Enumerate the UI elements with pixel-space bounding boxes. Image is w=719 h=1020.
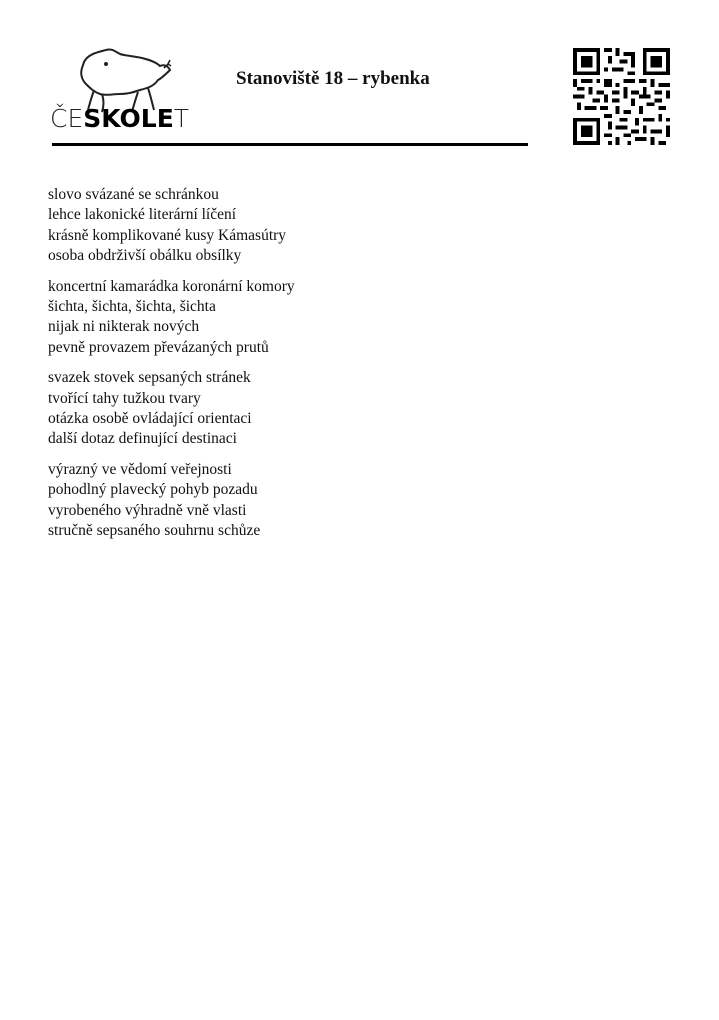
header-divider	[52, 143, 528, 146]
stanza	[48, 460, 295, 542]
stanza-line: svazek stovek sepsaných stránek	[48, 369, 251, 387]
stanza	[48, 368, 295, 450]
stanza-line: otázka osobě ovládající orientaci	[48, 410, 252, 428]
stanza-line: výrazný ve vědomí veřejnosti	[48, 460, 232, 478]
stanza-line: tvořící tahy tužkou tvary	[48, 389, 201, 407]
stanza-line: slovo svázané se schránkou	[48, 186, 219, 203]
logo-wordmark	[50, 104, 189, 134]
stanza	[48, 277, 295, 359]
riddle-list	[48, 185, 295, 552]
stanza-line: další dotaz definující destinaci	[48, 430, 237, 448]
qr-code	[573, 48, 670, 145]
stanza	[48, 185, 295, 267]
logo-text-suffix: T	[173, 104, 190, 133]
stanza-line: vyrobeného výhradně vně vlasti	[48, 501, 247, 519]
stanza-line: krásně komplikované kusy Kámasútry	[48, 226, 287, 244]
qr-code-icon	[573, 48, 670, 145]
stanza-line: koncertní kamarádka koronární komory	[48, 277, 295, 295]
stanza-line: lehce lakonické literární líčení	[48, 206, 237, 224]
stanza-line: šichta, šichta, šichta, šichta	[48, 298, 216, 316]
page-title: Stanoviště 18 – rybenka	[236, 68, 430, 89]
stanza-line: pevně provazem převázaných prutů	[48, 338, 269, 356]
stanza-line: nijak ni nikterak nových	[48, 318, 200, 336]
stanza-line: pohodlný plavecký pohyb pozadu	[48, 481, 258, 499]
logo-text-bold: SKOLE	[83, 104, 174, 133]
logo	[50, 44, 190, 140]
logo-text-prefix: ČE	[50, 104, 84, 133]
stanza-line: osoba obdrživší obálku obsílky	[48, 247, 242, 265]
stanza-line: stručně sepsaného souhrnu schůze	[48, 522, 261, 540]
